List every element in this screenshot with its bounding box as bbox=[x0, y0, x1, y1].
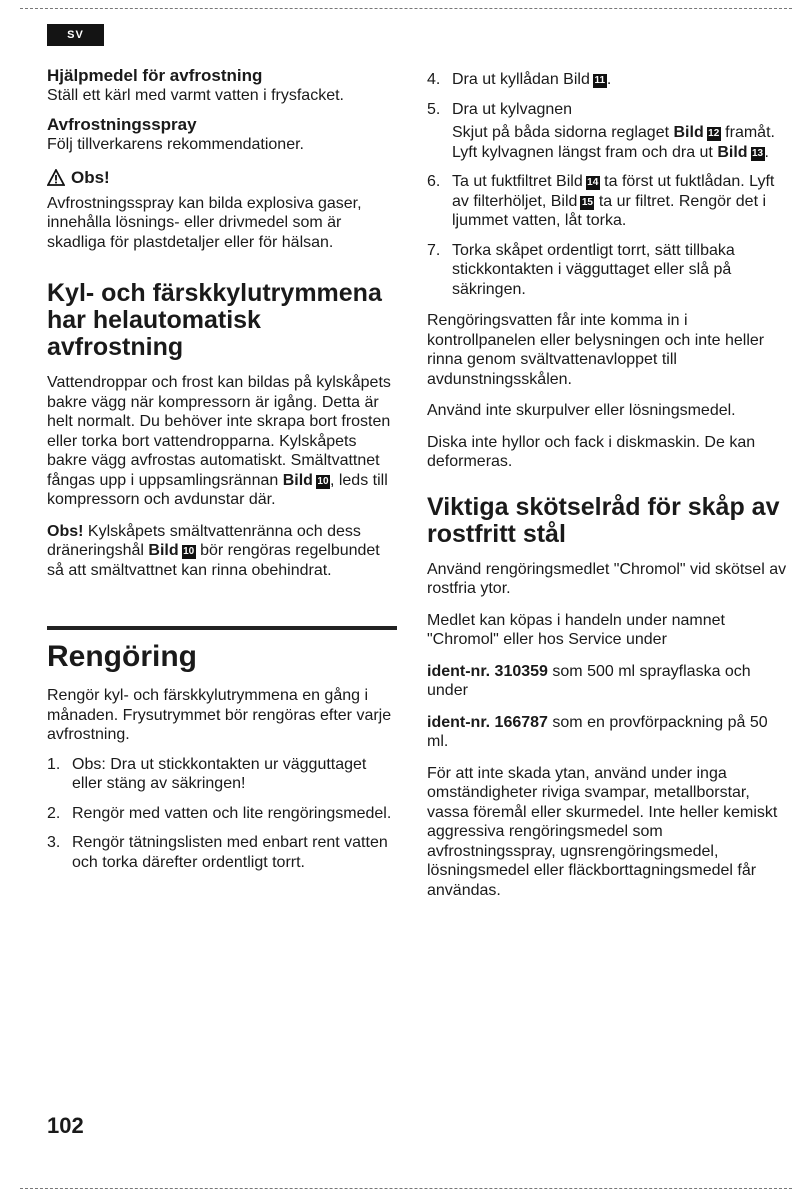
warning-text: Avfrostningsspray kan bilda explosiva gaser, innehålla lösnings- eller drivmedel som är skadliga för plastdetaljer eller för hälsan. bbox=[47, 194, 362, 251]
figure-ref-14: 14 bbox=[587, 177, 599, 188]
spray-title: Avfrostningsspray bbox=[47, 115, 197, 134]
spray-text: Följ tillverkarens rekommendationer. bbox=[47, 135, 304, 153]
steel-heading: Viktiga skötselråd för skåp av rostfritt stål bbox=[427, 492, 780, 548]
top-rule bbox=[20, 8, 792, 9]
section-divider bbox=[47, 626, 397, 630]
figure-ref-10: 10 bbox=[317, 475, 329, 487]
figure-ref-13: 13 bbox=[751, 147, 764, 159]
hjalpmedel-title: Hjälpmedel för avfrostning bbox=[47, 66, 263, 85]
figure-ref-15: 15 bbox=[581, 196, 593, 208]
list-item: 3. Rengör tätningslisten med enbart rent vatten och torka därefter ordentligt torrt. bbox=[47, 834, 388, 871]
language-tag: SV bbox=[47, 24, 104, 46]
ident-310359: ident-nr. 310359 som 500 ml sprayflaska och under bbox=[427, 662, 751, 699]
figure-ref-12: 12 bbox=[708, 128, 720, 139]
warning-heading bbox=[47, 168, 397, 188]
bottom-rule bbox=[20, 1188, 792, 1189]
cleaning-steps-list bbox=[47, 755, 397, 873]
figure-ref-10b: 10 bbox=[183, 546, 195, 557]
list-item: 4. Dra ut kyllådan Bild 11 . bbox=[427, 71, 612, 88]
rengoring-text: Rengör kyl- och färskkylutrymmena en gång i månaden. Frysutrymmet bör rengöras efter varje avfrostning. bbox=[47, 687, 392, 743]
cleaning-note-1: Rengöringsvatten får inte komma in i kontrollpanelen eller belysningen och inte heller rinna genom svältvattenavloppet till avdunstningsskålen. bbox=[427, 312, 765, 388]
cleaning-note-2: Använd inte skurpulver eller lösningsmedel. bbox=[427, 402, 736, 419]
cleaning-note-3: Diska inte hyllor och fack i diskmaskin. De kan deformeras. bbox=[427, 433, 756, 470]
steel-text-1: Använd rengöringsmedlet "Chromol" vid skötsel av rostfria ytor. bbox=[427, 560, 787, 597]
step5-detail: Skjut på båda sidorna reglaget Bild 12 framåt. Lyft kylvagnen längst fram och dra ut Bild 13. bbox=[452, 124, 775, 161]
hjalpmedel-text: Ställ ett kärl med varmt vatten i frysfacket. bbox=[47, 86, 344, 104]
list-item: 7. Torka skåpet ordentligt torrt, sätt tillbaka stickkontakten i vägguttaget eller slå på säkringen. bbox=[427, 241, 735, 298]
list-item: 2. Rengör med vatten och lite rengöringsmedel. bbox=[47, 804, 392, 822]
rengoring-heading: Rengöring bbox=[47, 640, 197, 673]
warning-label: Obs! bbox=[71, 168, 110, 187]
obs-paragraph: Obs! Kylskåpets smältvattenränna och dess dräneringshål Bild 10 bör rengöras regelbundet så att smältvattnet kan rinna obehindrat. bbox=[47, 522, 380, 579]
list-item: 1. Obs: Dra ut stickkontakten ur vägguttaget eller stäng av säkringen! bbox=[47, 755, 367, 792]
ident-166787: ident-nr. 166787 som en provförpackning på 50 ml. bbox=[427, 713, 768, 750]
kyl-paragraph: Vattendroppar och frost kan bildas på kylskåpets bakre vägg när kompressorn är igång. Detta är helt normalt. Du behöver inte skrapa bort frosten eller torka bort vattendropparna. Kylskåpets bakre vägg avfrostas automatiskt. Smältvattnet fångas upp i uppsamlingsrännan Bild 10, leds till kompressorn och avdunstar där. bbox=[47, 374, 391, 508]
steel-text-2: Medlet kan köpas i handeln under namnet "Chromol" eller hos Service under bbox=[427, 611, 725, 648]
kyl-heading: Kyl- och färskkylutrymmena har helautomatisk avfrostning bbox=[47, 279, 382, 361]
left-column bbox=[47, 64, 397, 872]
right-column bbox=[427, 64, 792, 900]
cleaning-steps-continued bbox=[427, 70, 792, 119]
warning-triangle-icon bbox=[47, 169, 65, 186]
list-item: 6. Ta ut fuktfiltret Bild 14 ta först ut fuktlådan. Lyft av filterhöljet, Bild 15 ta ur filtret. Rengör det i ljummet vatten, låt torka. bbox=[427, 173, 775, 229]
cleaning-steps-continued-2 bbox=[427, 172, 792, 299]
figure-ref-11: 11 bbox=[594, 75, 606, 86]
steel-text-3: För att inte skada ytan, använd under inga omständigheter riviga svampar, metallborstar, vassa föremål eller skurmedel. Inte heller kemiskt aggressiva rengöringsmedel som avfrostningsspray, ugnsrengöringsmedel, lösningsmedel eller fläckborttagningsmedel får användas. bbox=[427, 764, 778, 899]
list-item: 5. Dra ut kylvagnen bbox=[427, 100, 573, 118]
page-number: 102 bbox=[47, 1113, 84, 1138]
